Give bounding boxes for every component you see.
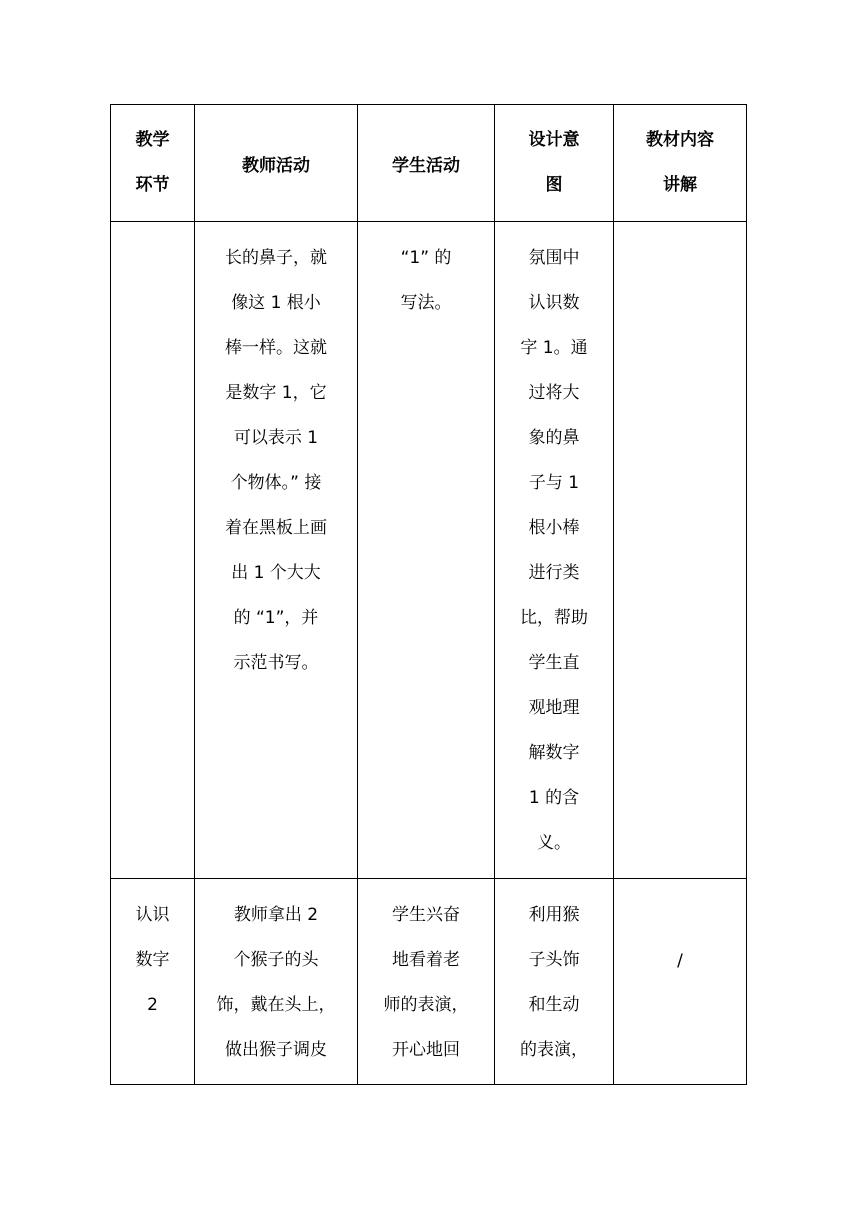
cell-design-intent [495, 222, 614, 879]
text-line: 做出猴子调皮 [225, 1040, 327, 1060]
header-design-intent [495, 105, 614, 222]
text-line: 和生动 [528, 995, 580, 1015]
text-line: 棒一样。这就 [225, 338, 327, 358]
text-line: 可以表示 1 [233, 428, 319, 448]
cell-student-activity [358, 879, 495, 1085]
header-stage [111, 105, 195, 222]
text-line: 进行类 [528, 563, 580, 583]
header-content-explanation [614, 105, 747, 222]
text-line: 2 [147, 995, 158, 1015]
table-row [111, 879, 747, 1085]
text-line: 氛围中 [528, 248, 580, 268]
text-line: 解数字 [528, 743, 580, 763]
text-line: 过将大 [528, 383, 580, 403]
text-line: 地看着老 [392, 950, 460, 970]
text-line: 观地理 [528, 698, 580, 718]
header-intent-line: 设计意 [528, 130, 580, 150]
text-line: 学生兴奋 [392, 905, 460, 925]
header-content-line: 教材内容 [646, 130, 714, 150]
header-stage-line: 环节 [135, 175, 170, 195]
header-content-line: 讲解 [663, 175, 697, 195]
text-line: 写法。 [400, 293, 452, 313]
cell-teacher-activity [195, 222, 358, 879]
header-student-activity [358, 105, 495, 222]
text-line: “1” 的 [400, 248, 452, 268]
text-line: 出 1 个大大 [231, 563, 321, 583]
cell-design-intent [495, 879, 614, 1085]
text-line: 师的表演， [383, 995, 469, 1015]
text-line: 利用猴 [528, 905, 580, 925]
text-line: 认识数 [528, 293, 580, 313]
text-line: 个物体。” 接 [230, 473, 322, 493]
cell-teacher-activity [195, 879, 358, 1085]
text-line: 字 1。通 [520, 338, 588, 358]
cell-content-explanation [614, 222, 747, 879]
text-line: 的表演， [520, 1040, 588, 1060]
text-line: 着在黑板上画 [225, 518, 327, 538]
text-line: 象的鼻 [528, 428, 580, 448]
cell-student-activity [358, 222, 495, 879]
text-line: 长的鼻子，就 [225, 248, 327, 268]
header-stage-line: 教学 [135, 130, 170, 150]
cell-stage [111, 879, 195, 1085]
cell-content-explanation [614, 879, 747, 1085]
text-line: 是数字 1，它 [225, 383, 327, 403]
text-line: 学生直 [528, 653, 580, 673]
text-line: 子与 1 [528, 473, 580, 493]
text-line: 根小棒 [528, 518, 580, 538]
not-applicable-mark: / [677, 951, 683, 971]
text-line: 的 “1”，并 [233, 608, 319, 628]
table-row [111, 222, 747, 879]
text-line: 像这 1 根小 [231, 293, 321, 313]
text-line: 子头饰 [528, 950, 580, 970]
text-line: 认识 [135, 905, 170, 925]
header-teacher-label: 教师活动 [242, 155, 310, 176]
text-line: 教师拿出 2 [233, 905, 319, 925]
text-line: 个猴子的头 [233, 950, 319, 970]
text-line: 数字 [135, 950, 170, 970]
text-line: 比，帮助 [520, 608, 588, 628]
text-line: 饰，戴在头上， [216, 995, 336, 1015]
header-teacher-activity [195, 105, 358, 222]
text-line: 1 的含 [528, 788, 580, 808]
lesson-plan-table [110, 104, 747, 1085]
header-intent-line: 图 [545, 175, 563, 195]
cell-stage [111, 222, 195, 879]
text-line: 示范书写。 [233, 653, 319, 673]
header-student-label: 学生活动 [392, 155, 460, 176]
text-line: 义。 [537, 833, 571, 853]
table-header-row [111, 105, 747, 222]
text-line: 开心地回 [392, 1040, 460, 1060]
